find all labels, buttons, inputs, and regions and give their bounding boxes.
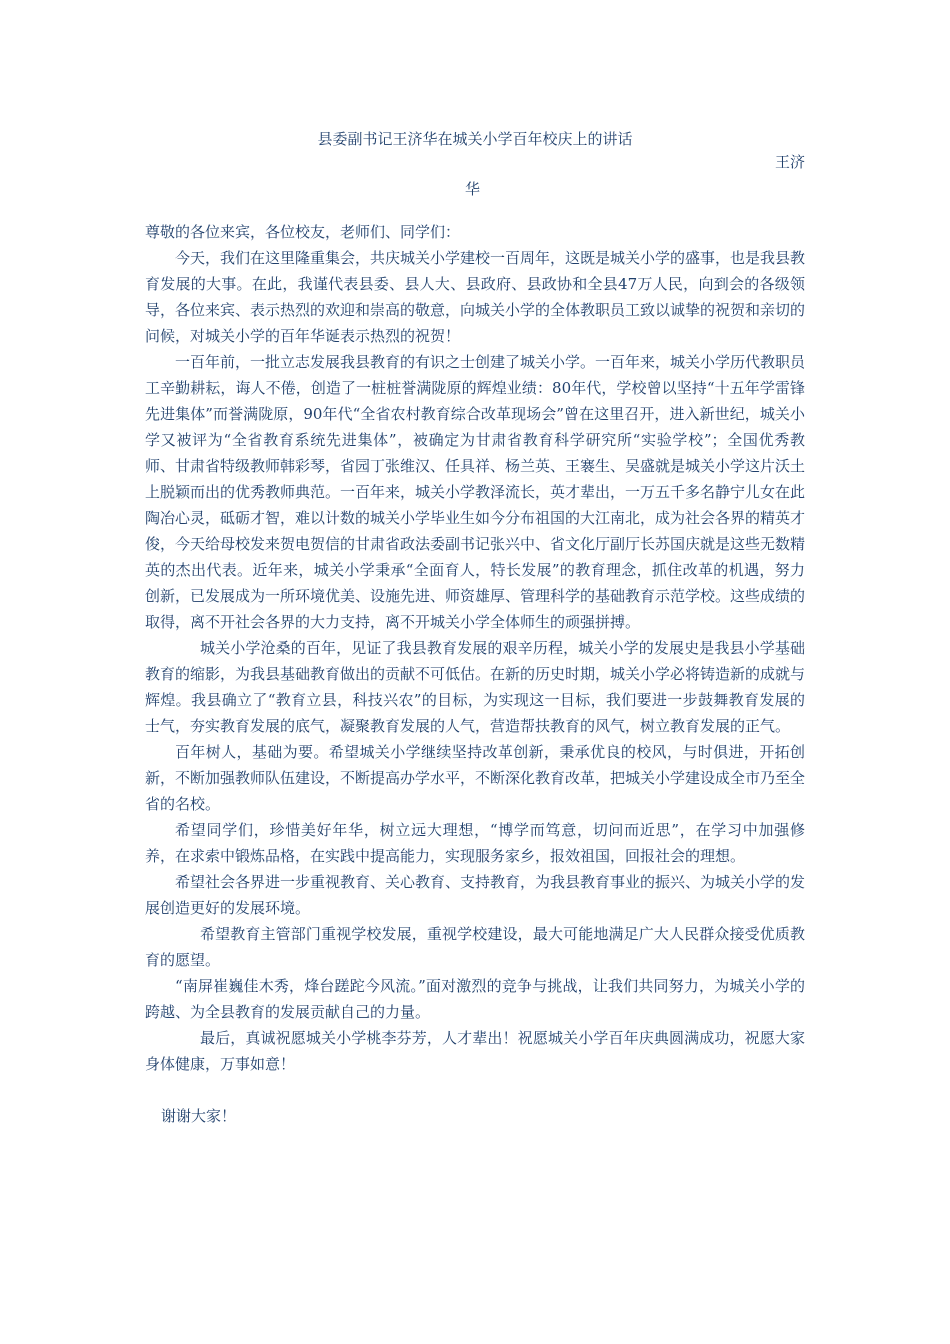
speech-body xyxy=(145,219,805,1129)
paragraph-opening: 今天，我们在这里隆重集会，共庆城关小学建校一百周年，这既是城关小学的盛事，也是我县教育发展的大事。在此，我谨代表县委、县人大、县政府、县政协和全县47万人民，向到会的各级领导，各位来宾、表示热烈的欢迎和崇高的敬意，向城关小学的全体教职员工致以诚挚的祝贺和亲切的问候，对城关小学的百年华诞表示热烈的祝贺！ xyxy=(145,249,806,345)
closing-thanks: 谢谢大家！ xyxy=(161,1107,237,1125)
paragraph-call-to-action: “南屏崔巍佳木秀，烽台蹉跎今风流。”面对激烈的竞争与挑战，让我们共同努力，为城关小学的跨越、为全县教育的发展贡献自己的力量。 xyxy=(145,977,805,1021)
paragraph-centennial: 城关小学沧桑的百年，见证了我县教育发展的艰辛历程，城关小学的发展史是我县小学基础教育的缩影，为我县基础教育做出的贡献不可低估。在新的历史时期，城关小学必将铸造新的成就与辉煌。我县确立了“教育立县，科技兴农”的目标，为实现这一目标，我们要进一步鼓舞教育发展的士气，夯实教育发展的底气，凝聚教育发展的人气，营造帮扶教育的风气，树立教育发展的正气。 xyxy=(145,639,806,735)
paragraph-society-hope: 希望社会各界进一步重视教育、关心教育、支持教育，为我县教育事业的振兴、为城关小学的发展创造更好的发展环境。 xyxy=(145,873,806,917)
paragraph-school-hope: 百年树人，基础为要。希望城关小学继续坚持改革创新，秉承优良的校风，与时俱进，开拓创新，不断加强教师队伍建设，不断提高办学水平，不断深化教育改革，把城关小学建设成全市乃至全省的名校。 xyxy=(145,743,806,813)
speech-title: 县委副书记王济华在城关小学百年校庆上的讲话 xyxy=(317,130,633,148)
author-name-part1: 王济 xyxy=(774,153,805,171)
paragraph-history: 一百年前，一批立志发展我县教育的有识之士创建了城关小学。一百年来，城关小学历代教职员工辛勤耕耘，诲人不倦，创造了一桩桩誉满陇原的辉煌业绩：80年代，学校曾以坚持“十五年学雷锋先进集体”而誉满陇原，90年代“全省农村教育综合改革现场会”曾在这里召开，进入新世纪，城关小学又被评为“全省教育系统先进集体”，被确定为甘肃省教育科学研究所“实验学校”；全国优秀教师、甘肃省特级教师韩彩琴，省园丁张维汉、任具祥、杨兰英、王褰生、吴盛就是城关小学这片沃土上脱颖而出的优秀教师典范。一百年来，城关小学教泽流长，英才辈出，一万五千多名静宁儿女在此陶冶心灵，砥砺才智，难以计数的城关小学毕业生如今分布祖国的大江南北，成为社会各界的精英才俊，今天给母校发来贺电贺信的甘肃省政法委副书记张兴中、省文化厅副厅长苏国庆就是这些无数精英的杰出代表。近年来，城关小学秉承“全面育人，特长发展”的教育理念，抓住改革的机遇，努力创新，已发展成为一所环境优美、设施先进、师资雄厚、管理科学的基础教育示范学校。这些成绩的取得，离不开社会各界的大力支持，离不开城关小学全体师生的顽强拼搏。 xyxy=(145,353,806,631)
paragraph-students-hope: 希望同学们，珍惜美好年华，树立远大理想，“博学而笃意，切问而近思”，在学习中加强修养，在求索中锻炼品格，在实践中提高能力，实现服务家乡，报效祖国，回报社会的理想。 xyxy=(145,821,805,865)
paragraph-department-hope: 希望教育主管部门重视学校发展，重视学校建设，最大可能地满足广大人民群众接受优质教育的愿望。 xyxy=(145,925,805,969)
greeting: 尊敬的各位来宾，各位校友，老师们、同学们： xyxy=(145,223,461,241)
paragraph-final-wishes: 最后，真诚祝愿城关小学桃李芬芳，人才辈出！祝愿城关小学百年庆典圆满成功，祝愿大家身体健康，万事如意！ xyxy=(145,1029,805,1073)
author-name-part2: 华 xyxy=(465,180,481,198)
